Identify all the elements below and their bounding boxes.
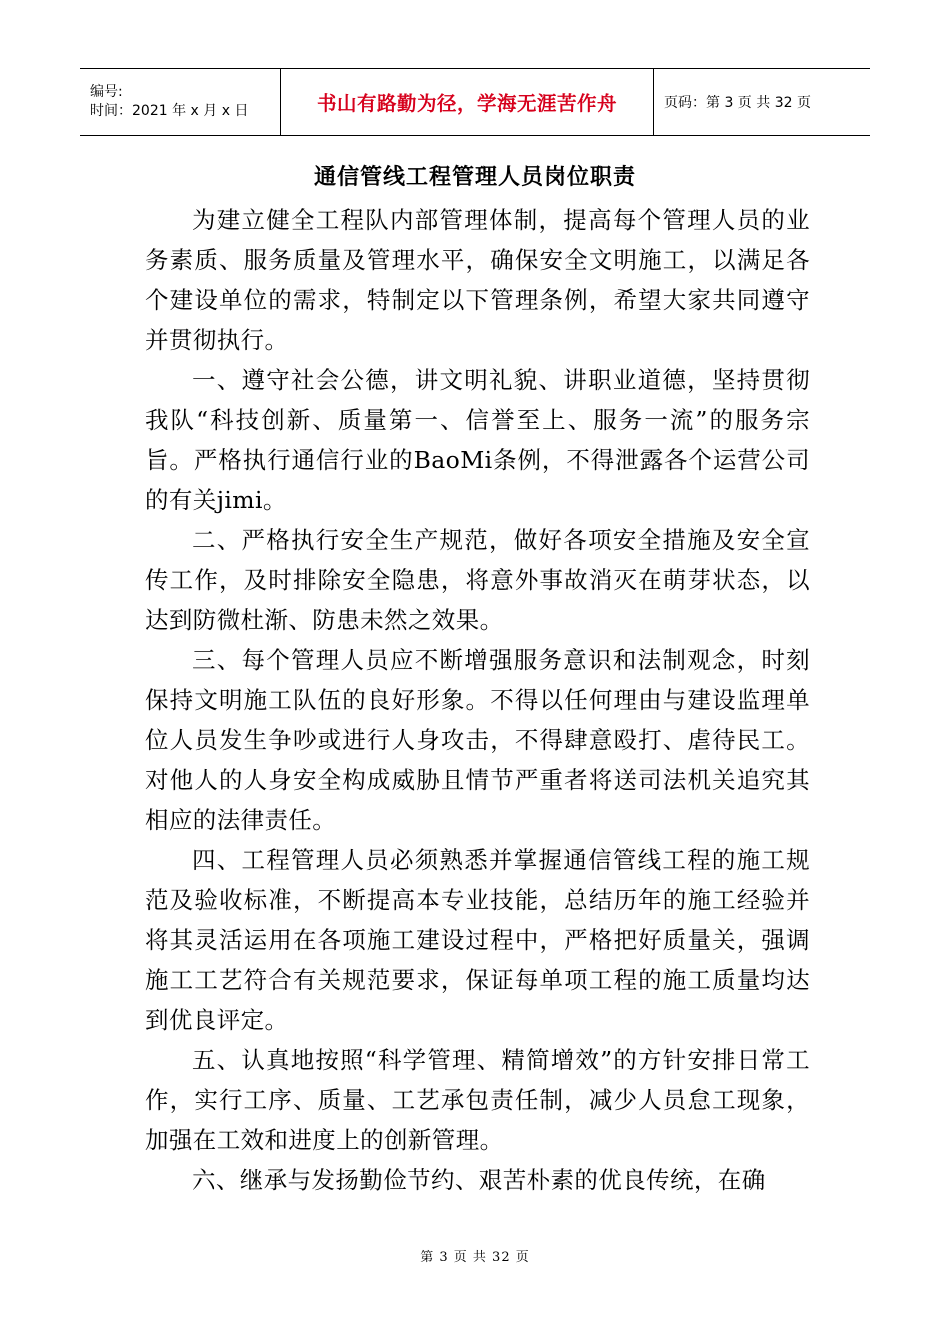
paragraph-3: 三、每个管理人员应不断增强服务意识和法制观念，时刻保持文明施工队伍的良好形象。不得以任何理由与建设监理单位人员发生争吵或进行人身攻击，不得肆意殴打、虐待民工。对他人的人身安全构成威胁且情节严重者将送司法机关追究其相应的法律责任。 [145, 646, 810, 834]
paragraph-intro: 为建立健全工程队内部管理体制，提高每个管理人员的业务素质、服务质量及管理水平，确保安全文明施工，以满足各个建设单位的需求，特制定以下管理条例，希望大家共同遵守并贯彻执行。 [145, 206, 810, 354]
document-title: 通信管线工程管理人员岗位职责 [313, 165, 636, 190]
header-motto-cell [281, 69, 654, 135]
paragraph-2: 二、严格执行安全生产规范，做好各项安全措施及安全宣传工作，及时排除安全隐患，将意外事故消灭在萌芽状态，以达到防微杜渐、防患未然之效果。 [145, 526, 810, 634]
page-info-text: 页码：第 3 页 共 32 页 [664, 95, 811, 111]
number-label: 编号: [90, 84, 123, 100]
time-label: 时间：2021 年 x 月 x 日 [90, 103, 249, 119]
header-page-info [654, 69, 870, 135]
paragraph-6: 六、继承与发扬勤俭节约、艰苦朴素的优良传统，在确 [192, 1166, 766, 1194]
document-body [145, 200, 810, 1200]
paragraph-1: 一、遵守社会公德，讲文明礼貌、讲职业道德，坚持贯彻我队“科技创新、质量第一、信誉至上、服务一流”的服务宗旨。严格执行通信行业的BaoMi条例，不得泄露各个运营公司的有关jimi。 [145, 366, 810, 514]
header-meta [80, 69, 281, 135]
page-header [80, 68, 870, 136]
page-footer: 第 3 页 共 32 页 [420, 1250, 530, 1265]
motto-text: 书山有路勤为径，学海无涯苦作舟 [316, 92, 617, 115]
paragraph-4: 四、工程管理人员必须熟悉并掌握通信管线工程的施工规范及验收标准，不断提高本专业技能，总结历年的施工经验并将其灵活运用在各项施工建设过程中，严格把好质量关，强调施工工艺符合有关规范要求，保证每单项工程的施工质量均达到优良评定。 [145, 846, 810, 1034]
paragraph-5: 五、认真地按照“科学管理、精简增效”的方针安排日常工作，实行工序、质量、工艺承包责任制，减少人员怠工现象，加强在工效和进度上的创新管理。 [145, 1046, 810, 1154]
